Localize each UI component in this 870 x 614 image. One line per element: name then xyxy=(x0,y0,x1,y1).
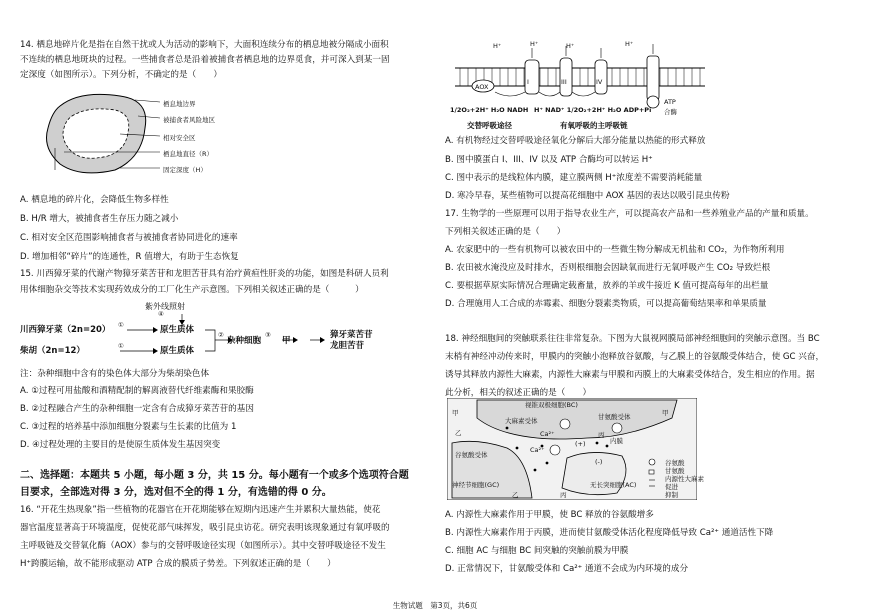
protoplast-1: 原生质体 xyxy=(160,325,195,335)
step-3: ③ xyxy=(265,331,271,339)
q17-option-a[interactable]: A. 农家肥中的一些有机物可以被农田中的一些微生物分解成无机盐和 CO₂，为作物所利用 xyxy=(445,245,785,255)
q18-stem-4: 此分析，相关的叙述正确的是（ ） xyxy=(445,388,592,398)
aox-label: AOX xyxy=(475,83,489,91)
caption-alt: 交替呼吸途径 xyxy=(467,121,512,130)
q14-option-b[interactable]: B. H/R 增大，被捕食者生存压力随之减小 xyxy=(20,214,179,224)
label-safe: 相对安全区 xyxy=(163,134,196,142)
q14-option-c[interactable]: C. 相对安全区范围影响捕食者与被捕食者协同进化的速率 xyxy=(20,233,238,243)
q15-stem-2: 用体细胞杂交等技术实现药效成分的工厂化生产示意图。下列相关叙述正确的是（ ） xyxy=(20,285,364,295)
q18-stem-3: 诱导其释放内源性大麻素，内源性大麻素与甲膜和丙膜上的大麻素受体结合，发生相应的作用。据 xyxy=(445,370,815,380)
cannabinoid-receptor-label: 大麻素受体 xyxy=(505,417,538,425)
h-plus-2: H⁺ xyxy=(530,40,539,48)
glutamate-receptor-label: 谷氨酸受体 xyxy=(455,451,488,459)
bc-label: 视锥双极细胞(BC) xyxy=(525,401,578,409)
q16-option-c[interactable]: C. 图中表示的是线粒体内膜，建立膜两侧 H⁺浓度差不需要消耗能量 xyxy=(445,173,703,183)
complex-iv xyxy=(595,60,607,94)
legend-glycine: 甘氨酸 xyxy=(665,467,685,475)
bing-label-2: 丙 xyxy=(560,491,567,499)
complex-iii-label: III xyxy=(561,78,567,86)
eq-right: H⁺ NAD⁺ 1/2O₂+2H⁺ H₂O ADP+Pi xyxy=(534,106,652,114)
caption-main: 有氧呼吸的主呼吸链 xyxy=(560,121,628,130)
complex-iii xyxy=(560,58,572,96)
q16-stem-1: 16. “开花生热现象”指一些植物的花器官在开花期能够在短期内迅速产生并累积大量热能，使花 xyxy=(20,505,381,515)
q18-option-d[interactable]: D. 正常情况下，甘氨酸受体和 Ca²⁺ 通道不会成为内环境的成分 xyxy=(445,564,689,574)
step-2: ② xyxy=(218,331,224,339)
q17-stem-1: 17. 生物学的一些原理可以用于指导农业生产，可以提高农产品和一些养殖业产品的产量和质量。 xyxy=(445,209,814,219)
jia-label: 甲 xyxy=(282,336,291,346)
q16-stem-3: 主呼吸链及交替氧化酶（AOX）参与的交替呼吸途径实现（如图所示）。其中交替呼吸途径不发生 xyxy=(20,541,386,551)
q16-stem-2: 器官温度显著高于环境温度，促使花部气味挥发，吸引昆虫访花。研究表明该现象通过有氧呼吸的 xyxy=(20,523,390,533)
pos-sign: (+) xyxy=(575,440,586,448)
q17-stem-2: 下列相关叙述正确的是（ ） xyxy=(445,227,566,237)
product-1: 獐牙菜苦苷 xyxy=(330,330,373,340)
plant-2: 柴胡（2n=12） xyxy=(20,346,85,356)
q16-option-b[interactable]: B. 图中膜蛋白 I、III、IV 以及 ATP 合酶均可以转运 H⁺ xyxy=(445,155,653,165)
q16-option-a[interactable]: A. 有机物经过交替呼吸途径氧化分解后大部分能量以热能的形式释放 xyxy=(445,136,706,146)
q18-option-b[interactable]: B. 内源性大麻素作用于丙膜，进而使甘氨酸受体活化程度降低导致 Ca²⁺ 通道活性下降 xyxy=(445,528,774,538)
yi-label-1: 乙 xyxy=(455,429,462,437)
hybrid-cell: 杂种细胞 xyxy=(227,336,262,346)
label-risk: 被捕食者风险地区 xyxy=(163,116,215,124)
neg-sign: (-) xyxy=(595,458,603,466)
q17-option-b[interactable]: B. 农田被水淹没应及时排水，否则根细胞会因缺氧而进行无氧呼吸产生 CO₂ 导致烂根 xyxy=(445,263,771,273)
bing-label: 丙 xyxy=(598,431,605,439)
complex-iv-label: IV xyxy=(596,78,603,86)
q18-stem-1: 18. 神经细胞间的突触联系往往非常复杂。下图为大鼠视网膜局部神经细胞间的突触示意图。当 BC xyxy=(445,334,820,344)
q18-option-c[interactable]: C. 细胞 AC 与细胞 BC 间突触的突触前膜为甲膜 xyxy=(445,546,629,556)
glycine-receptor-label: 甘氨酸受体 xyxy=(598,413,631,421)
eq-left: 1/2O₂+2H⁺ H₂O NADH xyxy=(450,106,529,114)
q16-option-d[interactable]: D. 寒冷早春，某些植物可以提高花细胞中 AOX 基因的表达以吸引昆虫传粉 xyxy=(445,191,730,201)
q14-stem-3: 定深度（如图所示）。下列分析，不确定的是（ ） xyxy=(20,70,222,80)
atp-synthase xyxy=(647,56,659,100)
q14-option-a[interactable]: A. 栖息地的碎片化，会降低生物多样性 xyxy=(20,195,169,205)
q15-stem-1: 15. 川西獐牙菜的代谢产物獐牙菜苦苷和龙胆苦苷具有治疗黄疸性肝炎的功能，如图是科研人员利 xyxy=(20,269,389,279)
q14-option-d[interactable]: D. 增加相邻“碎片”的连通性，R 值增大，有助于生态恢复 xyxy=(20,252,239,262)
q15-note: 注：杂种细胞中含有的染色体大部分为柴胡染色体 xyxy=(20,369,210,379)
legend-inhibit: 抑制 xyxy=(665,491,678,499)
respiration-chain-diagram xyxy=(455,40,705,130)
legend-cannabinoid: 内源性大麻素 xyxy=(665,475,704,483)
q15-option-b[interactable]: B. ②过程融合产生的杂种细胞一定含有合成獐牙菜苦苷的基因 xyxy=(20,404,254,414)
gc-label: 神经节细胞(GC) xyxy=(452,481,500,489)
q15-option-a[interactable]: A. ①过程可用盐酸和酒精配制的解离液替代纤维素酶和果胶酶 xyxy=(20,386,254,396)
legend-glutamate: 谷氨酸 xyxy=(665,459,685,467)
ca-label-1: Ca²⁺ xyxy=(540,430,555,438)
q15-option-c[interactable]: C. ③过程的培养基中添加细胞分裂素与生长素的比值为 1 xyxy=(20,422,237,432)
q14-stem-1: 14. 栖息地碎片化是指在自然干扰或人为活动的影响下，大面积连续分布的栖息地被分隔成小面积 xyxy=(20,40,389,50)
step-1b: ① xyxy=(118,342,124,350)
ca-label-2: Ca²⁺ xyxy=(530,446,545,454)
complex-i-label: I xyxy=(527,78,529,86)
uv-label: 紫外线照射 xyxy=(145,302,185,311)
q16-stem-4: H⁺跨膜运输，故不能形成驱动 ATP 合成的膜质子势差。下列叙述正确的是（ ） xyxy=(20,559,336,569)
yi-label-2: 乙 xyxy=(512,491,519,499)
q15-option-d[interactable]: D. ④过程处理的主要目的是使原生质体发生基因突变 xyxy=(20,440,221,450)
q14-stem-2: 不连续的栖息地斑块的过程。一些捕食者总是沿着被捕食者栖息地的边界觅食，并可深入到某一固 xyxy=(20,55,390,65)
label-diameter: 栖息地直径（R） xyxy=(163,150,214,158)
uv-step: ④ xyxy=(158,310,164,318)
label-boundary: 栖息地边界 xyxy=(163,100,196,108)
synthase-label: 合酶 xyxy=(664,108,677,116)
jia-membrane-label-2: 甲 xyxy=(662,409,669,417)
q18-option-a[interactable]: A. 内源性大麻素作用于甲膜，使 BC 释放的谷氨酸增多 xyxy=(445,510,654,520)
label-depth: 固定深度（H） xyxy=(163,166,207,174)
atp-label: ATP xyxy=(664,98,676,106)
step-1a: ① xyxy=(118,321,124,329)
jia-membrane-label: 甲 xyxy=(452,409,459,417)
plant-1: 川西獐牙菜（2n=20） xyxy=(20,325,111,335)
complex-i xyxy=(525,60,539,94)
section-2-line-2: 目要求，全部选对得 3 分，选对但不全的得 1 分，有选错的得 0 分。 xyxy=(20,487,332,498)
h-plus-3: H⁺ xyxy=(566,42,575,50)
q17-option-d[interactable]: D. 合理施用人工合成的赤霉素、细胞分裂素类物质，可以提高葡萄结果率和单果质量 xyxy=(445,299,767,309)
legend-promote: 促进 xyxy=(665,483,678,491)
product-2: 龙胆苦苷 xyxy=(330,341,365,351)
page-footer: 生物试题 第3页，共6页 xyxy=(392,601,478,610)
section-2-line-1: 二、选择题：本题共 5 小题，每小题 3 分，共 15 分。每小题有一个或多个选项符合题 xyxy=(20,470,409,481)
q18-stem-2: 末梢有神经冲动传来时，甲膜内的突触小泡释放谷氨酸，与乙膜上的谷氨酸受体结合，使 GC 兴奋， xyxy=(445,352,825,362)
h-plus-4: H⁺ xyxy=(625,40,634,48)
q17-option-c[interactable]: C. 要根据草原实际情况合理确定载畜量，放养的羊或牛接近 K 值可提高每年的出栏量 xyxy=(445,281,769,291)
protoplast-2: 原生质体 xyxy=(160,346,195,356)
ac-label: 无长突细胞(AC) xyxy=(590,481,637,489)
h-plus-1: H⁺ xyxy=(493,42,502,50)
inner-membrane-label: 内膜 xyxy=(610,437,623,445)
